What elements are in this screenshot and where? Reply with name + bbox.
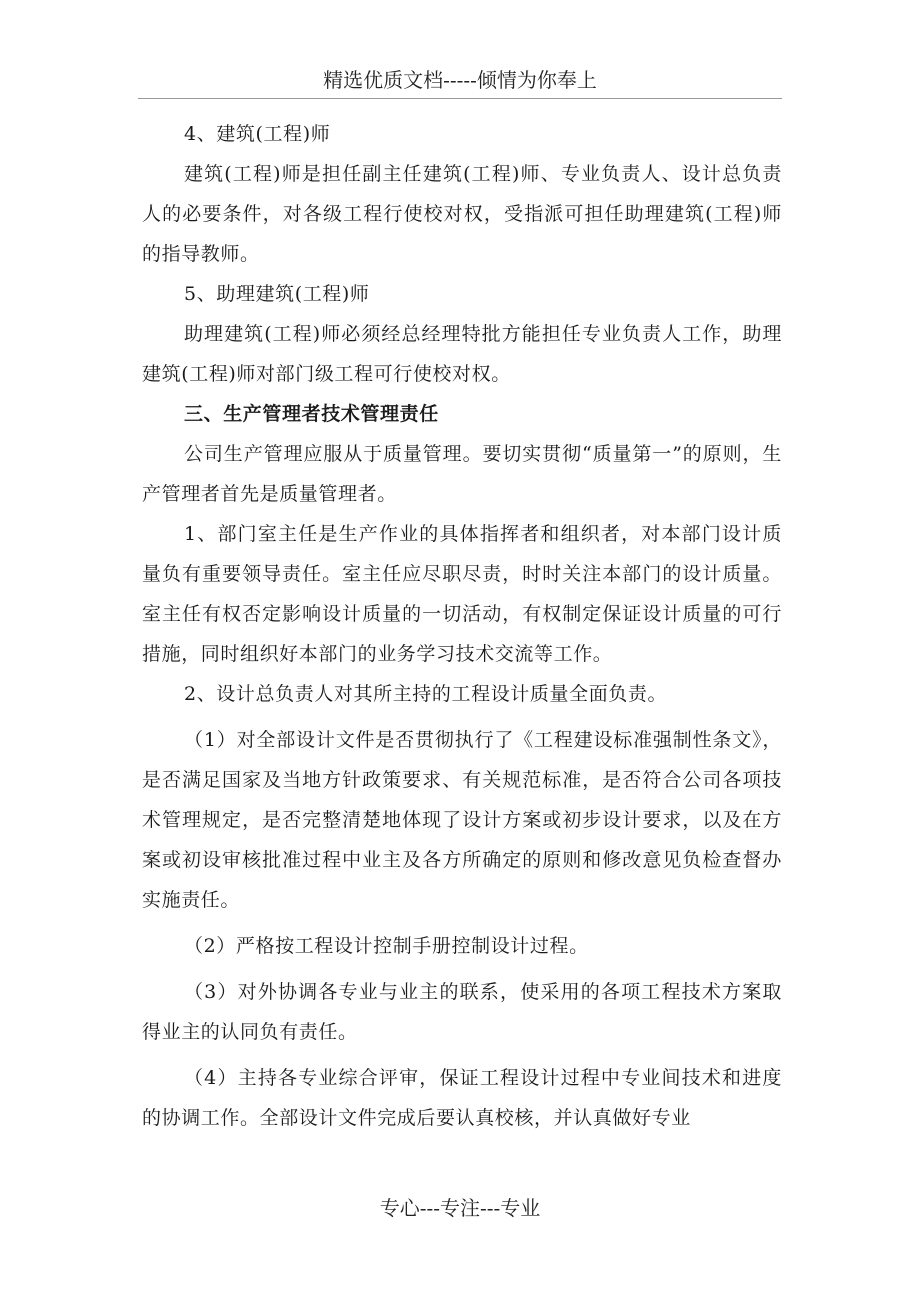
heading-architect: 4、建筑(工程)师 xyxy=(184,123,331,145)
document-body xyxy=(142,114,782,1138)
paragraph-assistant-architect: 助理建筑(工程)师必须经总经理特批方能担任专业负责人工作，助理建筑(工程)师对部门级工程可行使校对权。 xyxy=(142,323,782,385)
list-item-2: （2）严格按工程设计控制手册控制设计过程。 xyxy=(184,935,589,957)
paragraph-design-lead: 2、设计总负责人对其所主持的工程设计质量全面负责。 xyxy=(184,683,668,705)
header-title: 精选优质文档-----倾情为你奉上 xyxy=(323,68,597,92)
section-heading-production: 三、生产管理者技术管理责任 xyxy=(184,403,439,425)
list-item-4: （4）主持各专业综合评审，保证工程设计过程中专业间技术和进度的协调工作。全部设计文件完成后要认真校核，并认真做好专业 xyxy=(142,1067,782,1129)
list-item-3: （3）对外协调各专业与业主的联系，使采用的各项工程技术方案取得业主的认同负有责任。 xyxy=(142,981,782,1043)
page-footer xyxy=(0,1188,920,1228)
paragraph-production-intro: 公司生产管理应服从于质量管理。要切实贯彻“质量第一”的原则，生产管理者首先是质量管理者。 xyxy=(142,443,782,505)
footer-text: 专心---专注---专业 xyxy=(379,1196,541,1220)
paragraph-department-head: 1、部门室主任是生产作业的具体指挥者和组织者，对本部门设计质量负有重要领导责任。室主任应尽职尽责，时时关注本部门的设计质量。室主任有权否定影响设计质量的一切活动，有权制定保证设计质量的可行措施，同时组织好本部门的业务学习技术交流等工作。 xyxy=(142,523,782,665)
heading-assistant-architect: 5、助理建筑(工程)师 xyxy=(184,283,370,305)
list-item-1: （1）对全部设计文件是否贯彻执行了《工程建设标准强制性条文》，是否满足国家及当地方针政策要求、有关规范标准，是否符合公司各项技术管理规定，是否完整清楚地体现了设计方案或初步设计要求，以及在方案或初设审核批准过程中业主及各方所确定的原则和修改意见负检查督办实施责任。 xyxy=(142,729,782,911)
page-header xyxy=(138,62,782,99)
paragraph-architect: 建筑(工程)师是担任副主任建筑(工程)师、专业负责人、设计总负责人的必要条件，对各级工程行使校对权，受指派可担任助理建筑(工程)师的指导教师。 xyxy=(142,163,782,265)
